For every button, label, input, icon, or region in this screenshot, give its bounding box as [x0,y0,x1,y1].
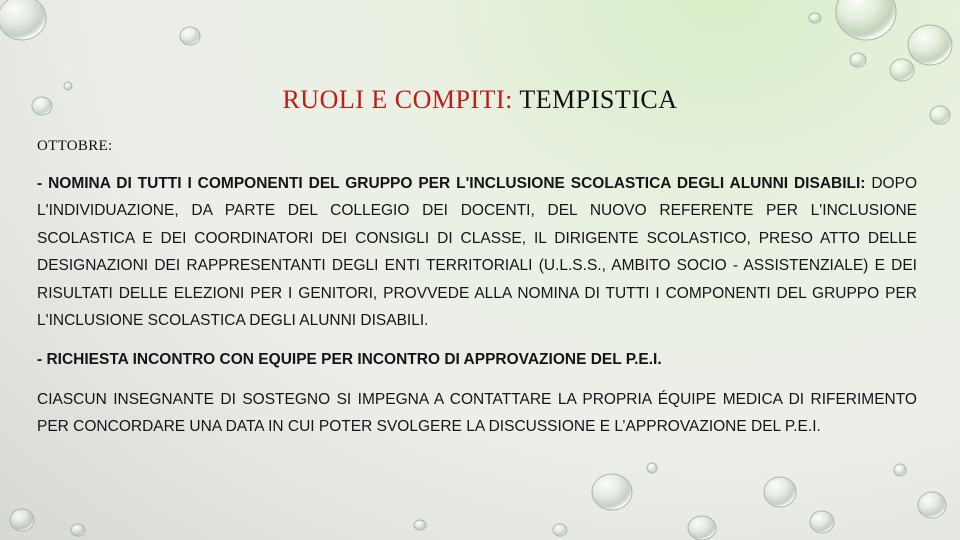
drops-bottom-right [553,463,946,540]
paragraph-nomina [37,170,917,334]
paragraph-richiesta-heading: - RICHIESTA INCONTRO CON EQUIPE PER INCONTRO DI APPROVAZIONE DEL P.E.I. [37,351,662,369]
slide-title-main: TEMPISTICA [519,85,678,114]
drops-bottom-left [10,509,426,536]
slide-title-accent: RUOLI E COMPITI: [282,85,513,114]
paragraph-nomina-heading: - NOMINA DI TUTTI I COMPONENTI DEL GRUPPO PER L'INCLUSIONE SCOLASTICA DEGLI ALUNNI DISABILI: [37,175,866,192]
slide-body [37,170,917,441]
slide-title [0,85,960,115]
paragraph-insegnante: CIASCUN INSEGNANTE DI SOSTEGNO SI IMPEGNA A CONTATTARE LA PROPRIA ÉQUIPE MEDICA DI RIFERIMENTO PER CONCORDARE UNA DATA IN CUI POTER SVOLGERE LA DISCUSSIONE E L’APPROVAZIONE DEL P.E.I. [37,390,917,436]
month-subheading: OTTOBRE: [37,138,113,154]
paragraph-nomina-text: DOPO L'INDIVIDUAZIONE, DA PARTE DEL COLLEGIO DEI DOCENTI, DEL NUOVO REFERENTE PER L'INCLUSIONE SCOLASTICA E DEI COORDINATORI DEI CONSIGLI DI CLASSE, IL DIRIGENTE SCOLASTICO, PRESO ATTO DELLE DESIGNAZIONI DEI RAPPRESENTANTI DEGLI ENTI TERRITORIALI (U.L.S.S., AMBITO SOCIO - ASSISTENZIALE) E DEI RISULTATI DELLE ELEZIONI PER I GENITORI, PROVVEDE ALLA NOMINA DI TUTTI I COMPONENTI DEL GRUPPO PER L'INCLUSIONE SCOLASTICA DEGLI ALUNNI DISABILI. [37,175,918,330]
paragraph-richiesta [37,346,917,373]
